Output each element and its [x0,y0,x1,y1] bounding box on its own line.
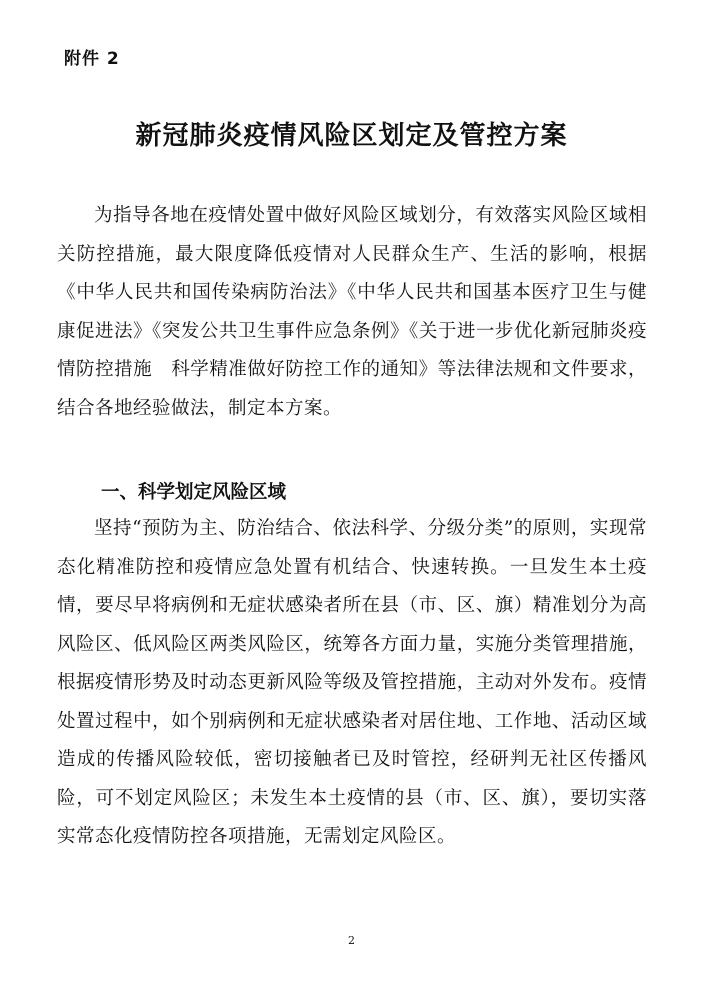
intro-section [57,197,647,428]
section-1-heading: 一、科学划定风险区域 [101,482,287,503]
section-1-paragraph: 坚持“预防为主、防治结合、依法科学、分级分类”的原则，实现常态化精准防控和疫情应急处置有机结合、快速转换。一旦发生本土疫情，要尽早将病例和无症状感染者所在县（市、区、旗）精准划分为高风险区、低风险区两类风险区，统筹各方面力量，实施分类管理措施，根据疫情形势及时动态更新风险等级及管控措施，主动对外发布。疫情处置过程中，如个别病例和无症状感染者对居住地、工作地、活动区域造成的传播风险较低，密切接触者已及时管控，经研判无社区传播风险，可不划定风险区；未发生本土疫情的县（市、区、旗），要切实落实常态化疫情防控各项措施，无需划定风险区。 [57,518,647,847]
intro-paragraph: 为指导各地在疫情处置中做好风险区域划分，有效落实风险区域相关防控措施，最大限度降低疫情对人民群众生产、生活的影响，根据《中华人民共和国传染病防治法》《中华人民共和国基本医疗卫生与健康促进法》《突发公共卫生事件应急条例》《关于进一步优化新冠肺炎疫情防控措施 科学精准做好防控工作的通知》等法律法规和文件要求，结合各地经验做法，制定本方案。 [57,205,647,419]
document-title: 新冠肺炎疫情风险区划定及管控方案 [135,121,568,151]
page-number: 2 [348,934,355,947]
section-1-body [57,510,647,857]
attachment-label: 附件 2 [64,49,120,69]
